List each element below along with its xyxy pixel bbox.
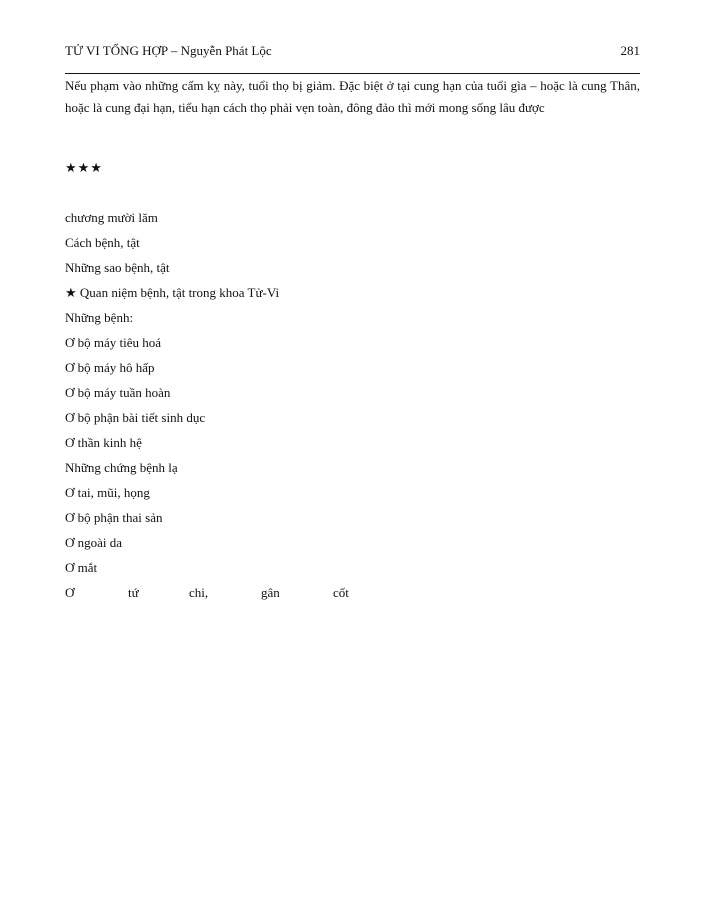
word: chi, bbox=[189, 585, 209, 600]
list-item: Ơ thần kinh hệ bbox=[65, 435, 142, 450]
word: tứ bbox=[128, 585, 139, 600]
list-item: Ơ bộ máy hô hấp bbox=[65, 360, 155, 375]
list-item: ★ Quan niệm bệnh, tật trong khoa Tử-Vi bbox=[65, 285, 280, 300]
list-item-justified bbox=[65, 584, 640, 609]
document-page bbox=[65, 0, 640, 913]
list-item: Cách bệnh, tật bbox=[65, 235, 140, 250]
list-item: Ơ ngoài da bbox=[65, 535, 123, 550]
star-separator: ★★★ bbox=[65, 160, 103, 175]
list-item: Những bệnh: bbox=[65, 310, 134, 325]
list-item: Ơ bộ phận thai sản bbox=[65, 510, 163, 525]
running-title: TỬ VI TỔNG HỢP – Nguyễn Phát Lộc bbox=[65, 43, 272, 58]
chapter-heading: chương mười lăm bbox=[65, 210, 158, 225]
word: gân bbox=[261, 585, 280, 600]
contents-list bbox=[65, 209, 640, 609]
list-item: Ơ mắt bbox=[65, 560, 98, 575]
list-item: Những chứng bệnh lạ bbox=[65, 460, 178, 475]
word: Ơ bbox=[65, 585, 75, 600]
header-rule bbox=[65, 73, 640, 74]
list-item: Ơ bộ phận bài tiết sinh dục bbox=[65, 410, 206, 425]
list-item: Ơ bộ máy tuần hoàn bbox=[65, 385, 171, 400]
word: cốt bbox=[333, 585, 349, 600]
list-item: Ơ tai, mũi, họng bbox=[65, 485, 150, 500]
intro-paragraph: Nếu phạm vào những cấm kỵ này, tuổi thọ bị giảm. Đặc biệt ở tại cung hạn của tuổi gìa – hoặc là cung Thân, hoặc là cung đại hạn, tiểu hạn cách thọ phải vẹn toàn, đông đảo thì mới mong sống lâu được bbox=[65, 78, 640, 115]
list-item: Ơ bộ máy tiêu hoá bbox=[65, 335, 162, 350]
page-number: 281 bbox=[620, 43, 640, 58]
list-item: Những sao bệnh, tật bbox=[65, 260, 170, 275]
